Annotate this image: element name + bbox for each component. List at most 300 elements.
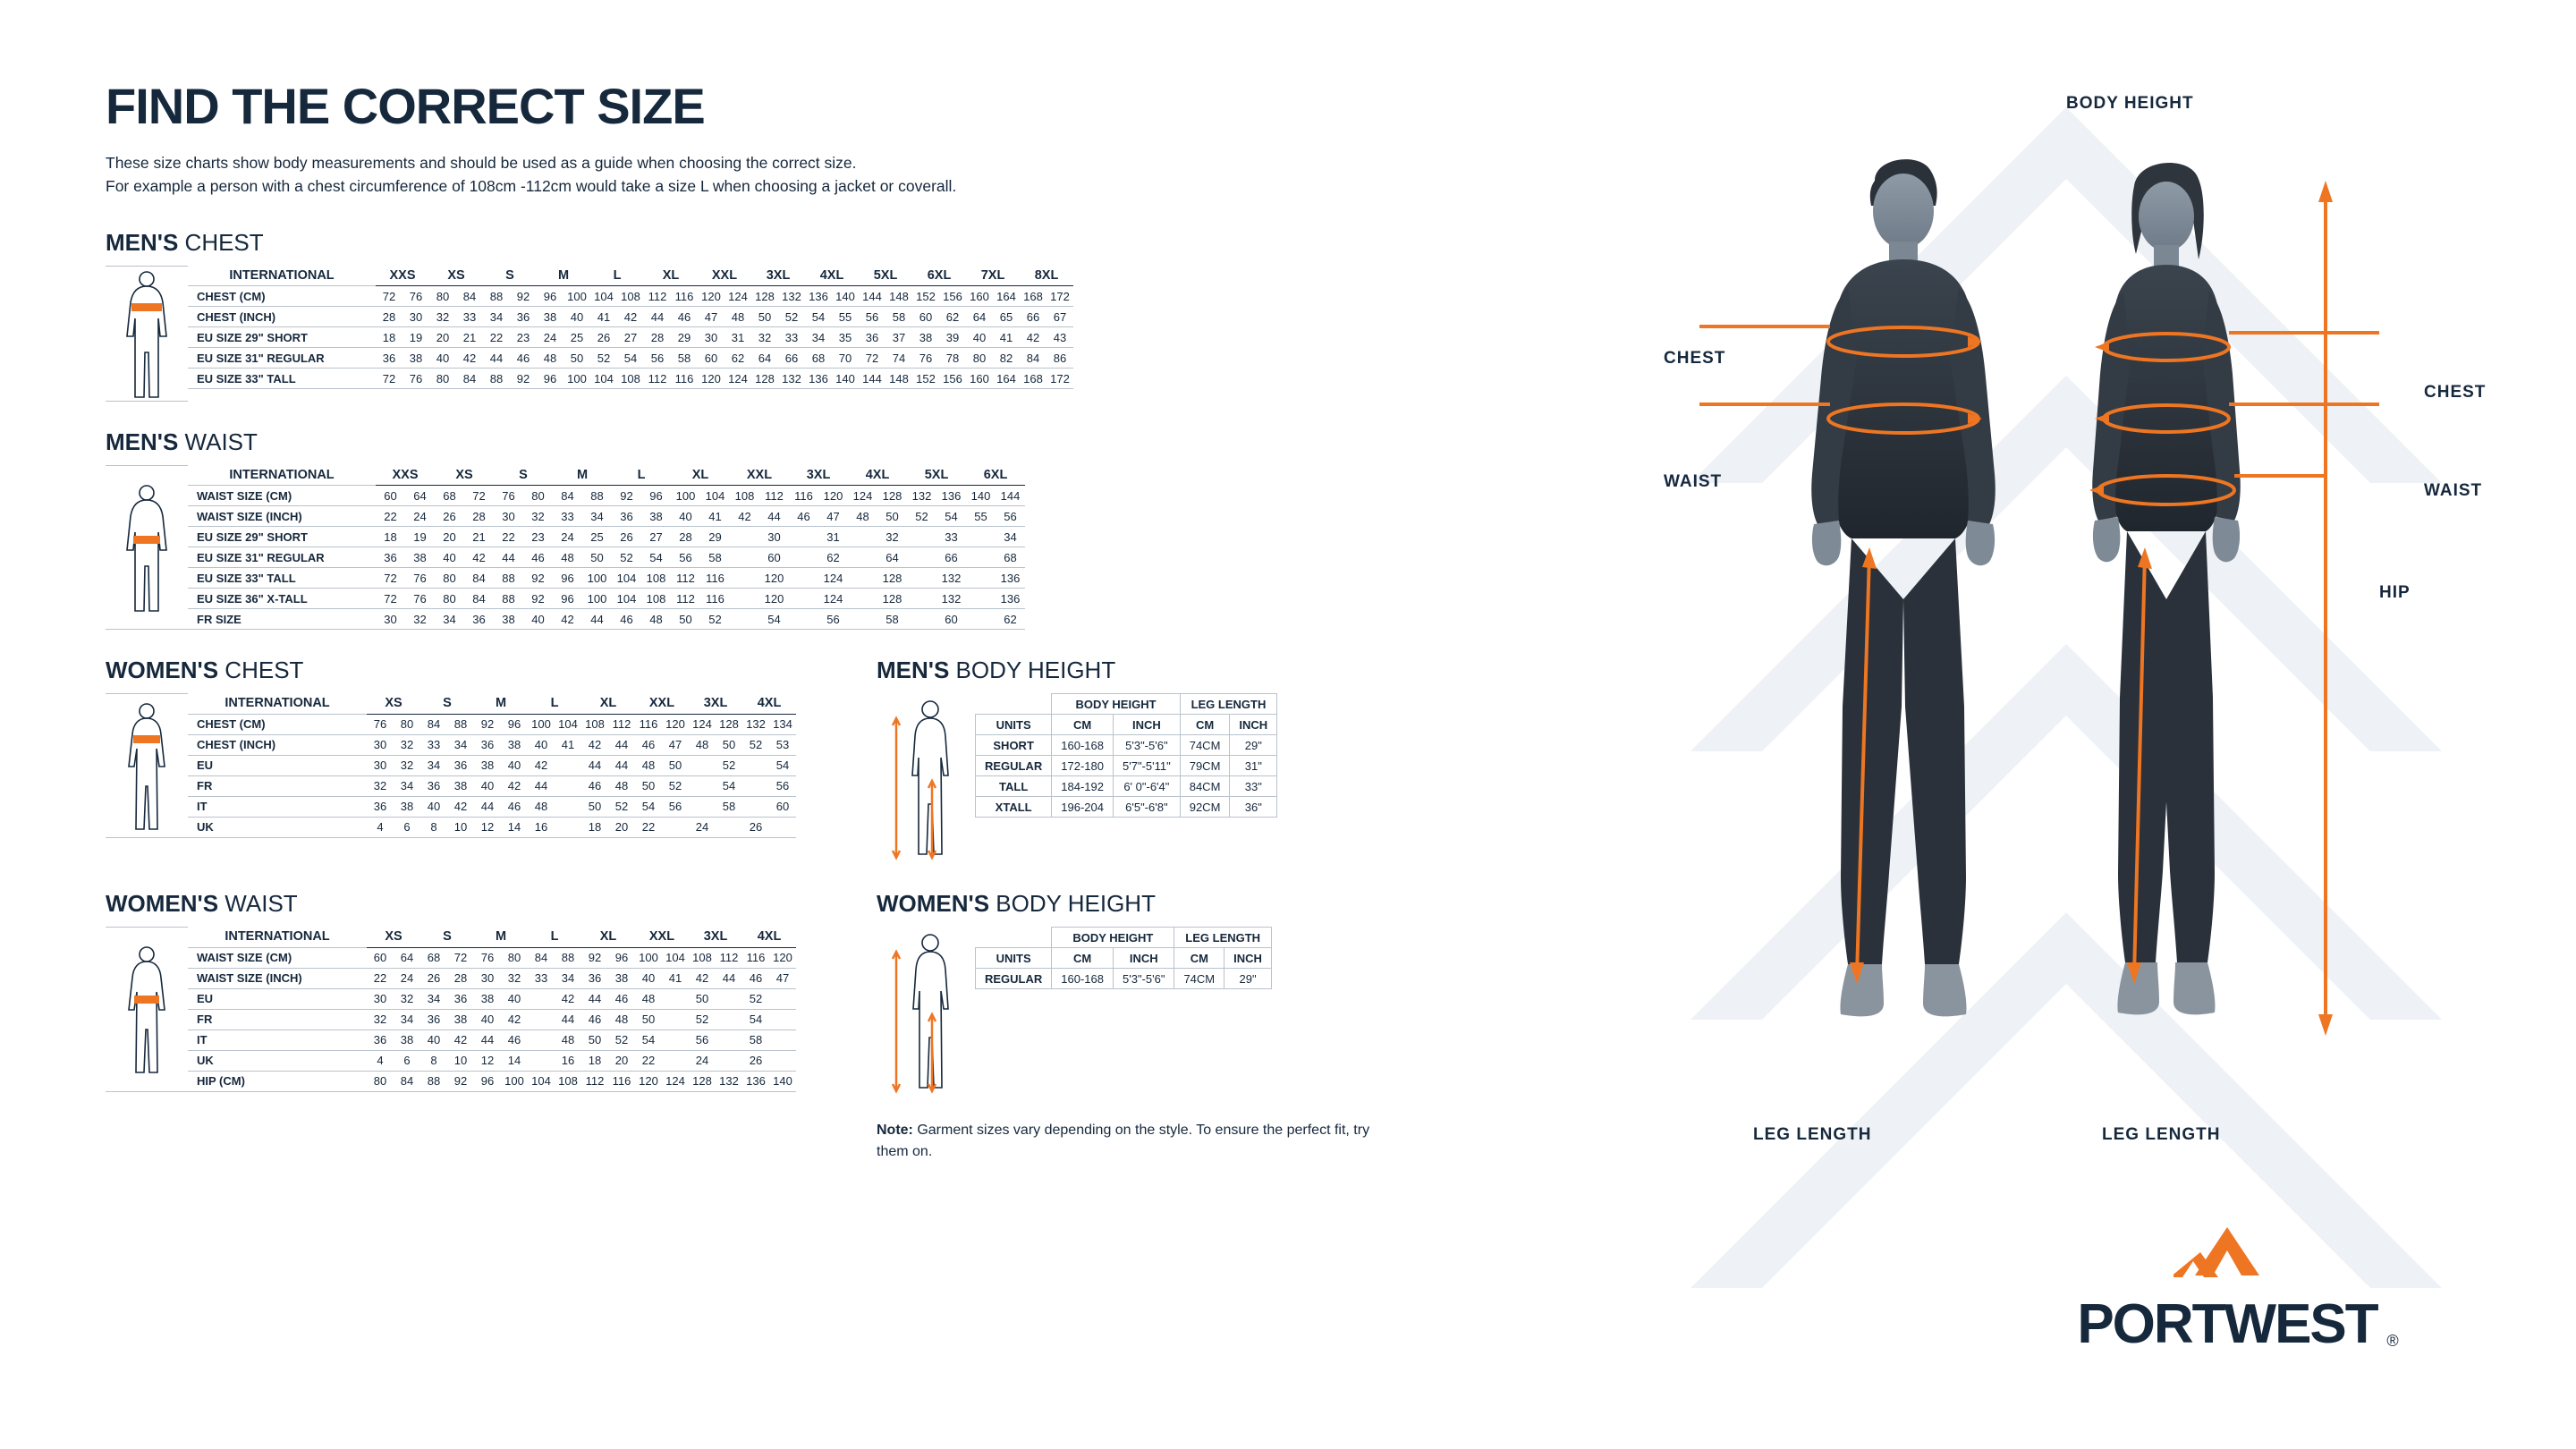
table-cell: 25 [582, 527, 612, 547]
row-label: SHORT [976, 735, 1052, 756]
table-cell: 50 [689, 988, 716, 1009]
table-cell: 54 [635, 1030, 662, 1050]
table-cell: 27 [617, 327, 644, 348]
height-units-header: UNITS [976, 715, 1052, 735]
row-label: WAIST SIZE (CM) [188, 486, 376, 506]
table-cell: 22 [635, 817, 662, 837]
table-cell: 42 [528, 755, 555, 775]
table-cell: 52 [608, 1030, 635, 1050]
row-label: EU SIZE 31" REGULAR [188, 547, 376, 568]
table-cell [742, 775, 769, 796]
table-cell: 92CM [1180, 797, 1230, 818]
table-cell: 41 [590, 307, 617, 327]
table-cell: 104 [590, 369, 617, 389]
table-cell [966, 547, 996, 568]
table-cell: 84 [456, 286, 483, 307]
table-cell: 100 [582, 568, 612, 589]
table-cell: 35 [832, 327, 859, 348]
table-cell: 44 [644, 307, 671, 327]
table-cell: 54 [805, 307, 832, 327]
col-header-size: 3XL [689, 927, 742, 947]
table-cell: 58 [671, 348, 698, 369]
table-cell: 36 [376, 547, 405, 568]
table-cell [769, 817, 796, 837]
table-cell: 22 [367, 968, 394, 988]
table-cell: 64 [751, 348, 778, 369]
col-header-size: XXL [698, 266, 751, 286]
table-cell: 76 [405, 568, 435, 589]
table-cell: 92 [510, 286, 537, 307]
table-cell: 68 [420, 947, 447, 968]
table-cell: 40 [429, 348, 456, 369]
table-cell: 50 [581, 796, 608, 817]
table-cell: 62 [996, 609, 1025, 630]
table-cell: 128 [751, 369, 778, 389]
table-cell: 48 [635, 988, 662, 1009]
col-header-size: 6XL [912, 266, 966, 286]
table-cell: 46 [501, 796, 528, 817]
table-cell: 24 [553, 527, 582, 547]
table-cell [907, 609, 936, 630]
table-cell: 41 [700, 506, 730, 527]
table-cell: 78 [939, 348, 966, 369]
col-header-size: 4XL [742, 693, 796, 714]
table-cell: 124 [662, 1071, 689, 1091]
table-cell: 44 [528, 775, 555, 796]
table-cell: 38 [474, 755, 501, 775]
row-label: CHEST (INCH) [188, 307, 376, 327]
table-cell [907, 589, 936, 609]
table-cell: 92 [447, 1071, 474, 1091]
table-cell: 80 [501, 947, 528, 968]
table-cell: 54 [617, 348, 644, 369]
table-cell: 52 [700, 609, 730, 630]
table-cell: 82 [993, 348, 1020, 369]
table-cell [716, 988, 742, 1009]
table-cell: 56 [662, 796, 689, 817]
table-cell: 76 [474, 947, 501, 968]
table-cell: 50 [877, 506, 907, 527]
womens-chest-head [188, 693, 796, 714]
table-cell: 46 [501, 1030, 528, 1050]
table-cell: 132 [778, 369, 805, 389]
mens-height-heading: MEN'S BODY HEIGHT [877, 657, 1116, 683]
table-cell: 4 [367, 817, 394, 837]
row-label: UK [188, 1050, 367, 1071]
table-cell [907, 527, 936, 547]
table-cell: 72 [376, 286, 402, 307]
table-cell: 120 [769, 947, 796, 968]
table-cell: 38 [912, 327, 939, 348]
table-cell: 96 [608, 947, 635, 968]
col-header-size: 5XL [859, 266, 912, 286]
table-cell: 52 [689, 1009, 716, 1030]
table-cell: 29" [1230, 735, 1277, 756]
table-cell: 21 [464, 527, 494, 547]
table-cell: 8 [420, 817, 447, 837]
table-cell: 33 [553, 506, 582, 527]
table-cell: 184-192 [1052, 776, 1114, 797]
table-cell: 100 [582, 589, 612, 609]
table-cell: 38 [537, 307, 564, 327]
table-cell: 64 [405, 486, 435, 506]
col-header-size: 8XL [1020, 266, 1073, 286]
table-cell: 60 [769, 796, 796, 817]
intro-text [106, 151, 1716, 199]
table-header-row [188, 693, 796, 714]
table-cell: 20 [429, 327, 456, 348]
row-label: IT [188, 1030, 367, 1050]
table-cell: 36 [510, 307, 537, 327]
womens-height-sub-row [976, 948, 1272, 969]
table-cell: 36 [367, 1030, 394, 1050]
table-cell: 76 [912, 348, 939, 369]
table-cell: 60 [912, 307, 939, 327]
table-cell [789, 527, 818, 547]
table-cell: 42 [617, 307, 644, 327]
table-cell: 58 [886, 307, 912, 327]
mens-waist-table-wrap [188, 465, 1025, 631]
womens-chest-table-wrap [188, 693, 796, 838]
table-cell: 136 [805, 369, 832, 389]
table-cell [662, 817, 689, 837]
table-cell: 36 [420, 775, 447, 796]
table-cell: 34 [394, 775, 420, 796]
table-cell: 38 [394, 796, 420, 817]
table-cell: 5'3"-5'6" [1114, 735, 1181, 756]
table-cell: 47 [769, 968, 796, 988]
table-cell: 72 [447, 947, 474, 968]
note-text [877, 1120, 1377, 1163]
table-cell: 84 [420, 714, 447, 734]
womens-height-head [976, 928, 1272, 969]
col-header-size: S [483, 266, 537, 286]
table-cell: 56 [671, 547, 700, 568]
mens-height-block [877, 657, 1277, 863]
table-cell: 28 [447, 968, 474, 988]
table-cell: 116 [671, 286, 698, 307]
table-cell [662, 1050, 689, 1071]
height-sub-header: INCH [1114, 948, 1174, 969]
table-cell [769, 1030, 796, 1050]
table-cell: 160-168 [1052, 735, 1114, 756]
col-header-size: S [420, 927, 474, 947]
registered-mark: ® [2386, 1332, 2397, 1350]
table-cell [730, 527, 759, 547]
diagram-column [1664, 0, 2576, 1449]
table-cell: 18 [376, 327, 402, 348]
table-cell: 44 [581, 988, 608, 1009]
table-cell: 36" [1230, 797, 1277, 818]
table-cell: 76 [402, 369, 429, 389]
table-cell: 42 [689, 968, 716, 988]
height-sub-header: INCH [1224, 948, 1272, 969]
table-cell: 68 [996, 547, 1025, 568]
row-label: EU SIZE 33" TALL [188, 369, 376, 389]
table-row [188, 327, 1073, 348]
table-cell [907, 547, 936, 568]
table-cell [848, 609, 877, 630]
table-cell: 65 [993, 307, 1020, 327]
table-cell: 52 [778, 307, 805, 327]
table-cell: 104 [612, 589, 641, 609]
table-cell: 40 [528, 734, 555, 755]
height-group-header: BODY HEIGHT [1052, 928, 1174, 948]
table-cell: 124 [848, 486, 877, 506]
table-cell: 36 [464, 609, 494, 630]
table-cell: 140 [966, 486, 996, 506]
table-row [188, 775, 796, 796]
row-label: XTALL [976, 797, 1052, 818]
table-cell: 172 [1046, 369, 1073, 389]
table-cell: 48 [553, 547, 582, 568]
table-cell: 80 [429, 369, 456, 389]
table-cell: 40 [501, 988, 528, 1009]
col-header-size: XL [671, 465, 730, 486]
table-cell: 38 [494, 609, 523, 630]
table-cell: 100 [635, 947, 662, 968]
table-cell: 116 [608, 1071, 635, 1091]
table-cell: 28 [671, 527, 700, 547]
table-cell: 42 [1020, 327, 1046, 348]
col-header-size: M [553, 465, 612, 486]
table-cell: 108 [689, 947, 716, 968]
table-cell [769, 988, 796, 1009]
table-cell: 80 [429, 286, 456, 307]
table-cell: 136 [805, 286, 832, 307]
womens-height-figure [877, 927, 975, 1097]
table-cell: 120 [698, 369, 724, 389]
col-header-size: 7XL [966, 266, 1020, 286]
table-row [188, 1009, 796, 1030]
label-women-hip: HIP [2379, 583, 2411, 602]
table-cell: 36 [420, 1009, 447, 1030]
table-row [188, 568, 1025, 589]
table-cell: 68 [435, 486, 464, 506]
table-cell: 36 [474, 734, 501, 755]
col-header-size: XS [435, 465, 494, 486]
table-cell: 42 [464, 547, 494, 568]
table-cell: 84 [553, 486, 582, 506]
mens-height-group-row [976, 694, 1277, 715]
table-cell: 38 [402, 348, 429, 369]
table-cell: 31 [818, 527, 848, 547]
table-cell: 108 [555, 1071, 581, 1091]
table-cell: 36 [447, 755, 474, 775]
table-cell: 60 [376, 486, 405, 506]
table-cell: 88 [483, 369, 510, 389]
height-sub-header: CM [1174, 948, 1224, 969]
table-cell [848, 568, 877, 589]
table-cell: 42 [447, 1030, 474, 1050]
table-cell: 88 [494, 589, 523, 609]
table-cell [528, 1050, 555, 1071]
intro-line-2: For example a person with a chest circumference of 108cm -112cm would take a size L when choosing a jacket or coverall. [106, 177, 957, 196]
womens-chest-table [188, 693, 796, 838]
table-cell: 132 [907, 486, 936, 506]
table-cell: 128 [877, 568, 907, 589]
table-cell: 58 [742, 1030, 769, 1050]
col-header-size: M [474, 927, 528, 947]
table-cell: 88 [420, 1071, 447, 1091]
man-chest-icon [114, 267, 179, 401]
table-cell: 40 [564, 307, 590, 327]
table-cell: 108 [617, 369, 644, 389]
table-cell: 128 [877, 486, 907, 506]
row-label: HIP (CM) [188, 1071, 367, 1091]
table-cell: 160-168 [1052, 969, 1114, 989]
table-cell: 64 [394, 947, 420, 968]
table-row [188, 589, 1025, 609]
table-cell: 80 [435, 589, 464, 609]
measurement-indicators [1699, 181, 2379, 1036]
womens-height-group-row [976, 928, 1272, 948]
table-cell: 30 [376, 609, 405, 630]
table-cell: 42 [456, 348, 483, 369]
table-cell: 108 [617, 286, 644, 307]
table-cell: 60 [698, 348, 724, 369]
table-cell: 38 [405, 547, 435, 568]
table-cell: 12 [474, 817, 501, 837]
table-cell: 33 [456, 307, 483, 327]
table-cell: 54 [641, 547, 671, 568]
table-cell: 116 [635, 714, 662, 734]
table-cell: 52 [907, 506, 936, 527]
table-cell: 56 [769, 775, 796, 796]
col-header-size: 4XL [848, 465, 907, 486]
label-men-waist: WAIST [1664, 472, 1723, 491]
table-cell [528, 988, 555, 1009]
table-cell: 44 [716, 968, 742, 988]
table-cell [848, 527, 877, 547]
col-header-size: XXL [635, 927, 689, 947]
woman-side-height-icon [877, 927, 975, 1097]
row-label: CHEST (INCH) [188, 734, 367, 755]
table-cell: 33" [1230, 776, 1277, 797]
table-cell [742, 755, 769, 775]
table-row [188, 817, 796, 837]
womens-chest-body [188, 714, 796, 837]
table-cell: 48 [555, 1030, 581, 1050]
table-cell: 48 [608, 1009, 635, 1030]
table-row [188, 968, 796, 988]
col-header-international: INTERNATIONAL [188, 266, 376, 286]
table-cell: 48 [724, 307, 751, 327]
table-cell: 55 [832, 307, 859, 327]
table-cell: 18 [581, 817, 608, 837]
mens-chest-table-wrap [188, 266, 1073, 402]
table-cell: 50 [716, 734, 742, 755]
table-cell: 112 [644, 369, 671, 389]
table-cell: 124 [689, 714, 716, 734]
col-header-size: XL [581, 927, 635, 947]
table-cell [730, 568, 759, 589]
table-cell: 54 [742, 1009, 769, 1030]
table-cell: 44 [581, 755, 608, 775]
mens-waist-heading: MEN'S WAIST [106, 428, 258, 455]
table-cell: 60 [759, 547, 789, 568]
mens-waist-table [188, 465, 1025, 631]
table-cell: 42 [581, 734, 608, 755]
row-label: WAIST SIZE (CM) [188, 947, 367, 968]
table-cell [689, 796, 716, 817]
table-cell: 104 [700, 486, 730, 506]
table-cell [662, 988, 689, 1009]
table-cell: 18 [581, 1050, 608, 1071]
table-cell: 29 [671, 327, 698, 348]
mens-chest-figure [106, 266, 188, 402]
table-cell: 47 [698, 307, 724, 327]
table-cell [848, 589, 877, 609]
table-cell: 41 [555, 734, 581, 755]
table-cell: 46 [581, 1009, 608, 1030]
table-cell: 22 [494, 527, 523, 547]
table-cell: 132 [778, 286, 805, 307]
page-title: FIND THE CORRECT SIZE [106, 78, 705, 134]
table-cell: 6'5"-6'8" [1114, 797, 1181, 818]
table-cell [716, 1009, 742, 1030]
col-header-size: S [494, 465, 553, 486]
row-label: EU SIZE 36" X-TALL [188, 589, 376, 609]
table-cell: 88 [483, 286, 510, 307]
table-cell: 40 [523, 609, 553, 630]
row-label: REGULAR [976, 969, 1052, 989]
table-cell: 50 [662, 755, 689, 775]
section-mens-chest [106, 229, 1716, 402]
table-cell [789, 568, 818, 589]
table-cell: 42 [730, 506, 759, 527]
table-cell [662, 1030, 689, 1050]
table-cell: 168 [1020, 369, 1046, 389]
table-row [188, 609, 1025, 630]
table-cell: 112 [671, 568, 700, 589]
table-cell: 84 [1020, 348, 1046, 369]
col-header-size: 4XL [805, 266, 859, 286]
table-cell: 152 [912, 286, 939, 307]
table-cell [789, 589, 818, 609]
table-cell: 24 [689, 817, 716, 837]
table-cell: 38 [447, 1009, 474, 1030]
table-cell [528, 1030, 555, 1050]
portwest-wordmark [2077, 1292, 2397, 1356]
table-cell: 28 [376, 307, 402, 327]
table-cell: 6 [394, 1050, 420, 1071]
table-cell: 80 [523, 486, 553, 506]
table-cell: 96 [537, 369, 564, 389]
table-cell: 172 [1046, 286, 1073, 307]
row-label: FR [188, 1009, 367, 1030]
table-cell: 136 [742, 1071, 769, 1091]
table-cell: 38 [641, 506, 671, 527]
table-cell: 96 [553, 568, 582, 589]
table-row [188, 547, 1025, 568]
row-label: EU SIZE 29" SHORT [188, 327, 376, 348]
table-cell [966, 568, 996, 589]
table-cell: 19 [402, 327, 429, 348]
table-cell: 92 [474, 714, 501, 734]
table-cell: 8 [420, 1050, 447, 1071]
table-cell: 54 [769, 755, 796, 775]
row-label: EU [188, 755, 367, 775]
col-header-size: L [528, 693, 581, 714]
male-model [1811, 159, 1996, 1016]
label-women-leg-length: LEG LENGTH [2102, 1125, 2221, 1144]
table-cell: 66 [1020, 307, 1046, 327]
table-cell: 30 [367, 988, 394, 1009]
table-cell: 36 [612, 506, 641, 527]
table-cell: 48 [608, 775, 635, 796]
table-cell: 128 [689, 1071, 716, 1091]
